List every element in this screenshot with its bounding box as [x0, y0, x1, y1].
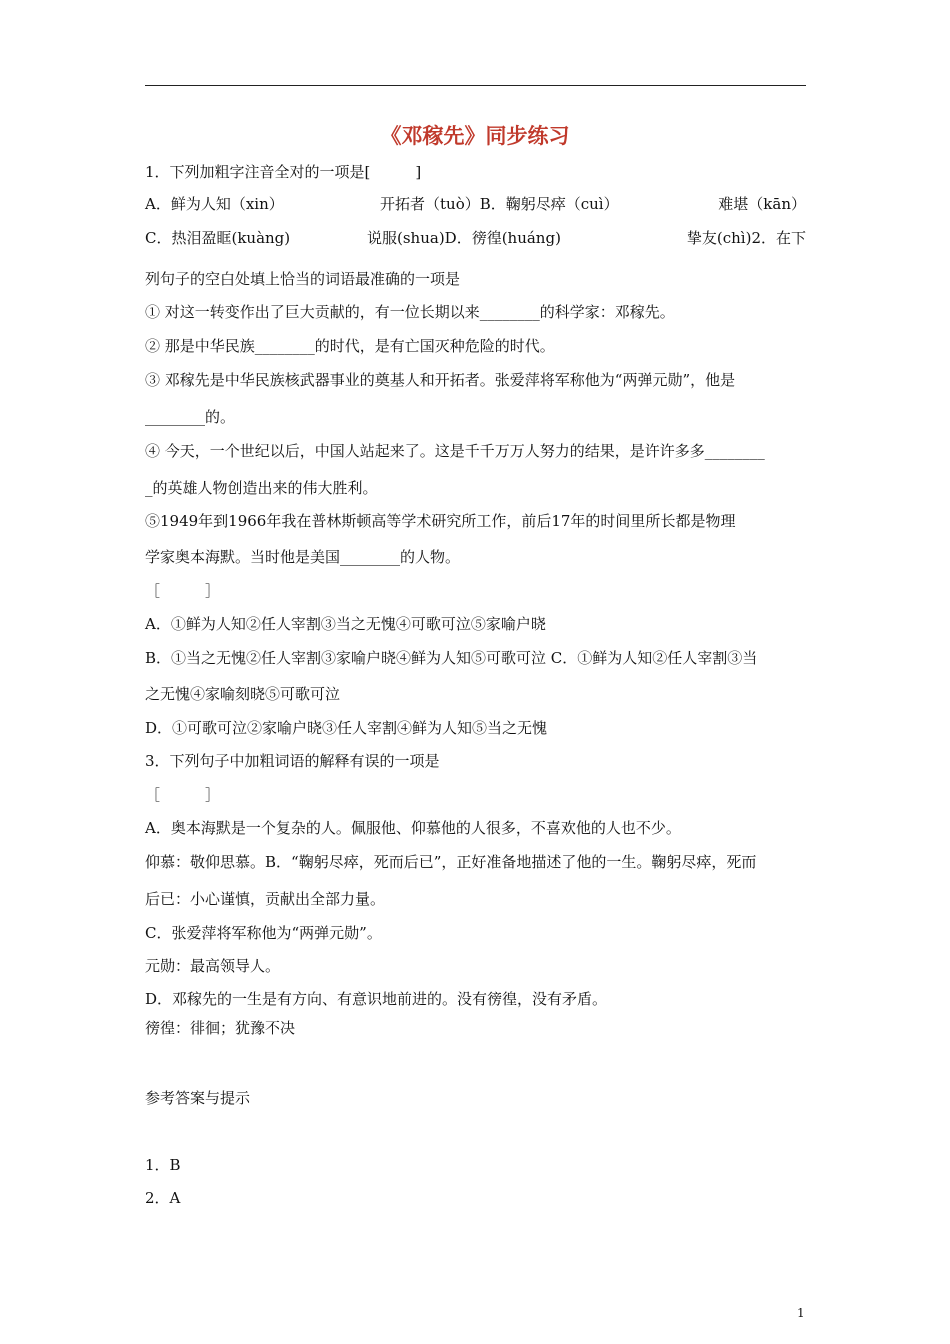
q1-option-a: A．鲜为人知（xin）: [145, 195, 284, 213]
page-title: 《邓稼先》同步练习: [380, 123, 570, 148]
q3-option-a-explain-b: 仰慕：敬仰思慕。B．“鞠躬尽瘁，死而后已”，正好准备地描述了他的一生。鞠躬尽瘁，死而: [145, 853, 757, 871]
q3-stem: 3．下列句子中加粗词语的解释有误的一项是: [145, 752, 440, 770]
answers-heading: 参考答案与提示: [145, 1089, 251, 1107]
q1-option-c2-d: 说服(shua)D．徬徨(huáng): [367, 229, 561, 247]
q3-option-b-explain: 后已：小心谨慎，贡献出全部力量。: [145, 890, 386, 908]
q3-option-d: D．邓稼先的一生是有方向、有意识地前进的。没有徬徨，没有矛盾。: [145, 990, 608, 1008]
q2-sentence-5: ⑤1949年到1966年我在普林斯顿高等学术研究所工作，前后17年的时间里所长都是物理: [145, 512, 736, 530]
q2-option-c-cont: 之无愧④家喻刻晓⑤可歌可泣: [145, 685, 341, 703]
q3-answer-bracket: ［ ］: [145, 786, 221, 804]
answer-item: 2．A: [145, 1189, 181, 1207]
answer-item: 1．B: [145, 1156, 181, 1174]
q2-sentence-5-cont: 学家奥本海默。当时他是美国________的人物。: [145, 548, 461, 566]
q1-option-b2: 难堪（kān）: [718, 195, 806, 213]
q1-stem: 1．下列加粗字注音全对的一项是[ ]: [145, 163, 422, 181]
q2-sentence-1: ① 对这一转变作出了巨大贡献的，有一位长期以来________的科学家：邓稼先。: [145, 303, 675, 321]
q1-option-d2: 挚友(chì)2．在下: [686, 229, 806, 247]
page-number: 1: [797, 1306, 805, 1320]
q3-option-c: C．张爱萍将军称他为“两弹元勋”。: [145, 924, 382, 942]
q3-option-d-explain: 徬徨：徘徊；犹豫不决: [145, 1019, 296, 1037]
q2-stem: 列句子的空白处填上恰当的词语最准确的一项是: [145, 270, 461, 288]
q2-option-d: D．①可歌可泣②家喻户晓③任人宰割④鲜为人知⑤当之无愧: [145, 719, 548, 737]
q2-sentence-3: ③ 邓稼先是中华民族核武器事业的奠基人和开拓者。张爱萍将军称他为“两弹元勋”，他是: [145, 371, 736, 389]
q2-option-b-c: B．①当之无愧②任人宰割③家喻户晓④鲜为人知⑤可歌可泣 C．①鲜为人知②任人宰割③当: [145, 649, 758, 667]
q2-sentence-4: ④ 今天，一个世纪以后，中国人站起来了。这是千千万万人努力的结果，是许许多多________: [145, 442, 765, 460]
q2-option-a: A．①鲜为人知②任人宰割③当之无愧④可歌可泣⑤家喻户晓: [145, 615, 546, 633]
header-rule: [145, 85, 806, 86]
q3-option-c-explain: 元勋：最高领导人。: [145, 957, 281, 975]
q2-sentence-2: ② 那是中华民族________的时代，是有亡国灭种危险的时代。: [145, 337, 555, 355]
q3-option-a: A．奥本海默是一个复杂的人。佩服他、仰慕他的人很多，不喜欢他的人也不少。: [145, 819, 681, 837]
q1-option-c: C．热泪盈眶(kuàng): [145, 229, 291, 247]
q2-sentence-3-cont: ________的。: [145, 408, 236, 426]
q2-sentence-4-cont: _的英雄人物创造出来的伟大胜利。: [145, 479, 378, 497]
q1-option-a2-b: 开拓者（tuò）B．鞠躬尽瘁（cuì）: [380, 195, 619, 213]
q2-answer-bracket: ［ ］: [145, 582, 221, 600]
